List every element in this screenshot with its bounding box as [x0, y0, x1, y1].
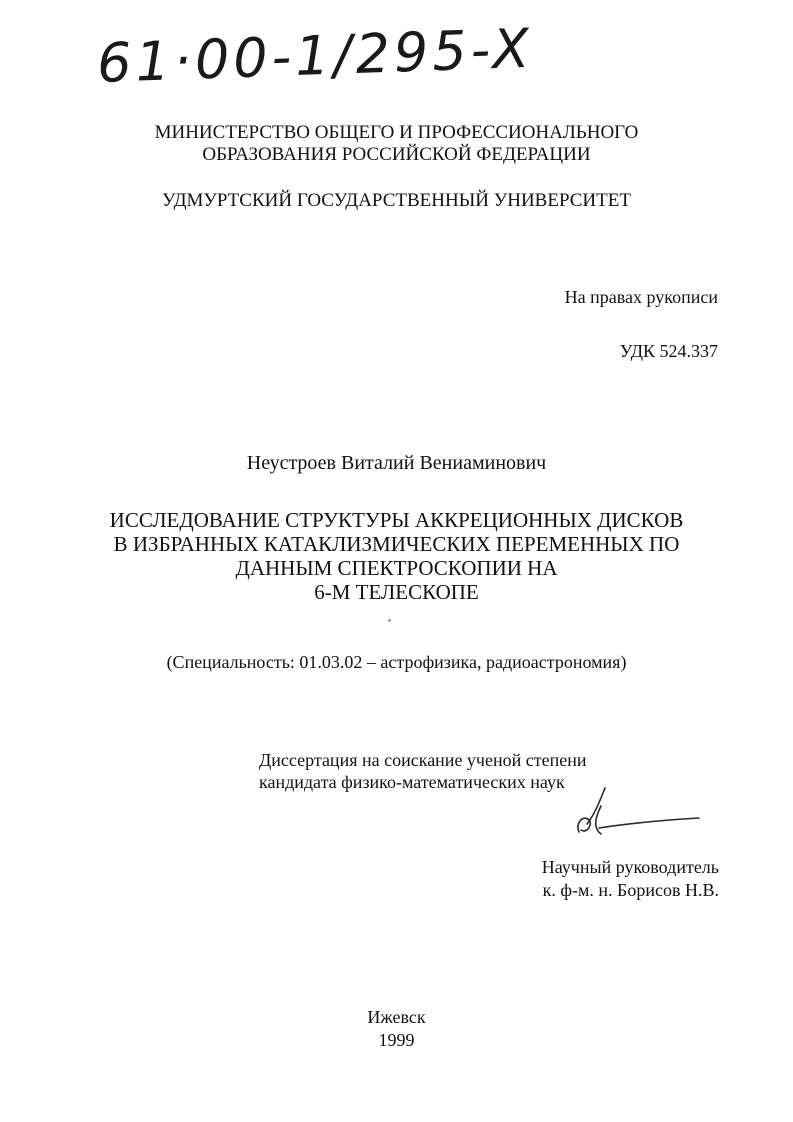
- supervisor-block: [420, 856, 719, 902]
- supervisor-signature: [565, 784, 705, 844]
- dissertation-degree: [259, 749, 586, 793]
- ministry-line-1: МИНИСТЕРСТВО ОБЩЕГО И ПРОФЕССИОНАЛЬНОГО: [154, 122, 639, 143]
- supervisor-name: к. ф-м. н. Борисов Н.В.: [542, 880, 719, 900]
- supervisor-role: Научный руководитель: [541, 857, 719, 877]
- author-name: Неустроев Виталий Вениаминович: [246, 452, 547, 474]
- title-line-1: ИССЛЕДОВАНИЕ СТРУКТУРЫ АККРЕЦИОННЫХ ДИСКОВ: [109, 508, 684, 532]
- title-line-3: ДАННЫМ СПЕКТРОСКОПИИ НА: [235, 556, 558, 580]
- scan-speck: [388, 619, 391, 622]
- ministry-line-2: ОБРАЗОВАНИЯ РОССИЙСКОЙ ФЕДЕРАЦИИ: [202, 144, 591, 165]
- ministry-heading: [0, 122, 793, 166]
- udk-code: УДК 524.337: [619, 341, 718, 361]
- title-line-2: В ИЗБРАННЫХ КАТАКЛИЗМИЧЕСКИХ ПЕРЕМЕННЫХ ПО: [113, 532, 680, 556]
- degree-line-1: Диссертация на соискание ученой степени: [259, 750, 587, 770]
- place-name: Ижевск: [367, 1007, 426, 1027]
- place-and-year: [0, 1006, 793, 1052]
- dissertation-title: [0, 508, 793, 604]
- manuscript-rights-note: На правах рукописи: [564, 287, 718, 307]
- degree-line-2: кандидата физико-математических наук: [259, 772, 565, 792]
- year: 1999: [378, 1030, 415, 1050]
- title-line-4: 6-М ТЕЛЕСКОПЕ: [314, 580, 479, 604]
- specialty-note: (Специальность: 01.03.02 – астрофизика, радиоастрономия): [166, 652, 627, 672]
- university-name: УДМУРТСКИЙ ГОСУДАРСТВЕННЫЙ УНИВЕРСИТЕТ: [162, 190, 631, 211]
- handwritten-archive-code: 61·00-1/295-X: [96, 16, 535, 95]
